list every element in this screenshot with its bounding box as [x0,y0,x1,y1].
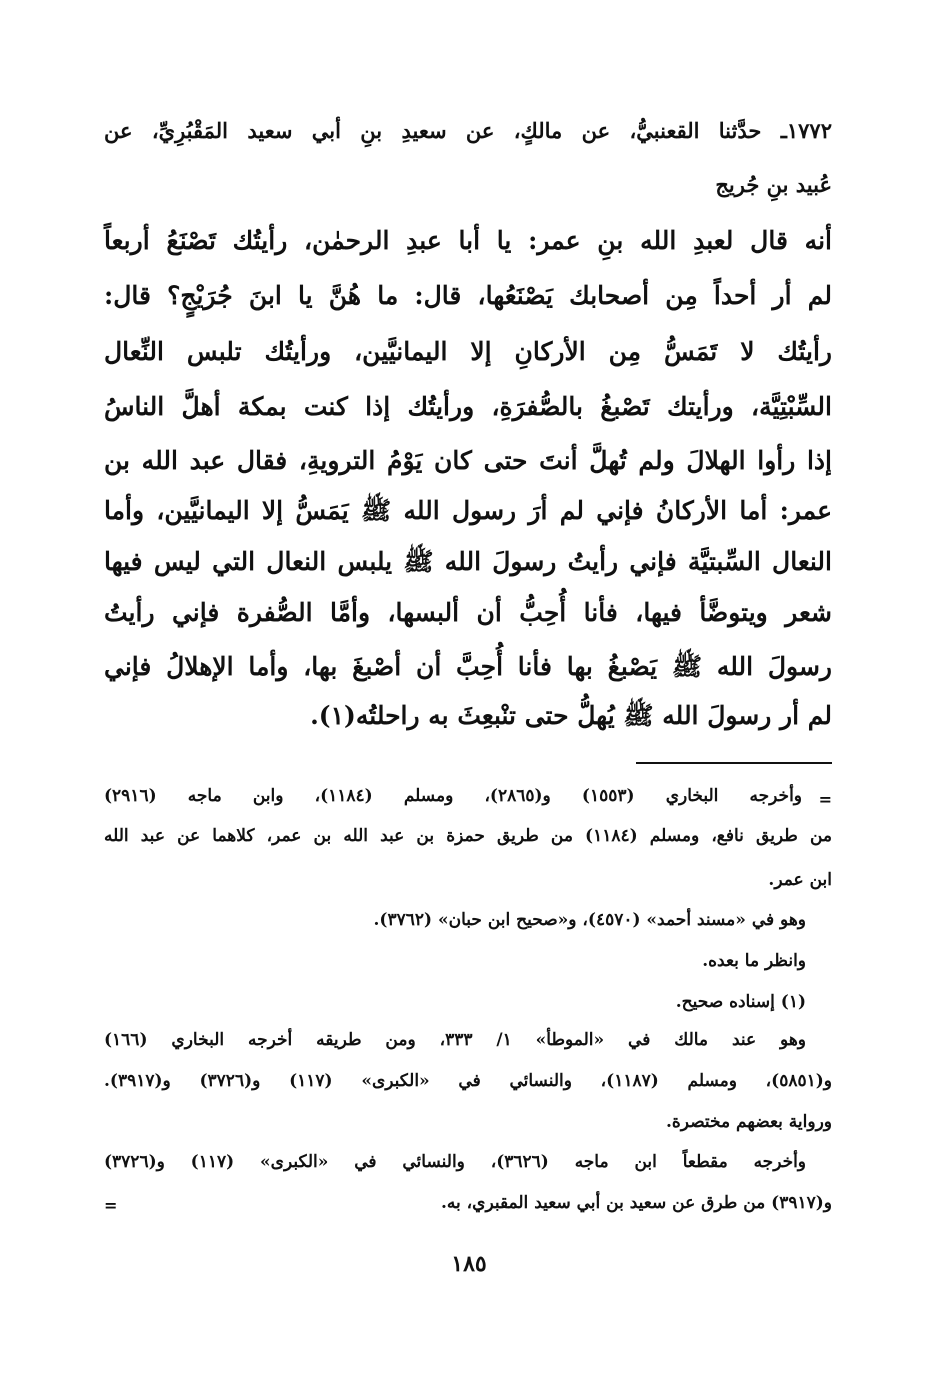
footnote-line-8: و(٥٨٥١)، ومسلم (١١٨٧)، والنسائي في «الكبرى» (١١٧) و(٣٧٢٦) و(٣٩١٧). [104,1071,833,1091]
hadith-matn-line-4: السِّبْتِيَّة، ورأيتك تَصْبغُ بالصُّفرَةِ، ورأيتُك إذا كنت بمكة أهلَّ الناسُ [104,392,832,421]
page-number: ١٨٥ [451,1251,487,1277]
trailing-continuation-mark: = [104,1196,118,1215]
footnote-line-6: (١) إسناده صحيح. [675,992,806,1012]
footnote-line-7: وهو عند مالك في «الموطأ» ١/ ٣٣٣، ومن طريقه أخرجه البخاري (١٦٦) [104,1030,807,1050]
hadith-matn-line-9: رسولَ الله ﷺ يَصْبغُ بها فأنا أُحِبَّ أن أصْبغَ بها، وأما الإهلالُ فإني [104,652,832,681]
hadith-matn-line-10: لم أر رسولَ الله ﷺ يُهلُّ حتى تنْبعِثَ به راحلتُه(١). [310,701,832,730]
footnote-line-2: من طريق نافع، ومسلم (١١٨٤) من طريق حمزة بن عبد الله بن عمر، كلاهما عن عبد الله [104,826,832,846]
footnote-line-3: ابن عمر. [768,870,832,890]
footnote-line-9: ورواية بعضهم مختصرة. [665,1112,832,1132]
footnote-line-11: و(٣٩١٧) من طرق عن سعيد بن أبي سعيد المقبري، به. [440,1193,832,1213]
footnote-separator [636,762,832,764]
footnote-line-4: وهو في «مسند أحمد» (٤٥٧٠)، و«صحيح ابن حبان» (٣٧٦٢). [373,910,806,930]
hadith-matn-line-3: رأيتُك لا تَمَسُّ مِن الأركانِ إلا اليمانيَّين، ورأيتُك تلبس النِّعال [104,337,832,366]
hadith-matn-line-2: لم أر أحداً مِن أصحابك يَصْنَعُها، قال: ما هُنَّ يا ابنَ جُرَيْجٍ؟ قال: [104,281,832,310]
footnote-line-1: وأخرجه البخاري (١٥٥٣) و(٢٨٦٥)، ومسلم (١١٨٤)، وابن ماجه (٢٩١٦) [104,786,802,806]
footnote-line-10: وأخرجه مقطعاً ابن ماجه (٣٦٢٦)، والنسائي في «الكبرى» (١١٧) و(٣٧٢٦) [104,1152,807,1172]
hadith-matn-line-8: شعر ويتوضَّأ فيها، فأنا أُحِبُّ أن ألبسها، وأمَّا الصُّفرة فإني رأيتُ [104,598,832,627]
hadith-matn-line-7: النعال السِّبتيَّة فإني رأيتُ رسولَ الله ﷺ يلبس النعال التي ليس فيها [104,547,832,576]
hadith-matn-line-1: أنه قال لعبدِ الله بنِ عمر: يا أبا عبدِ الرحمٰن، رأيتُك تَصْنَعُ أربعاً [104,226,832,255]
hadith-isnad-line-1: ١٧٧٢ـ حدَّثنا القعنبيُّ، عن مالكٍ، عن سعيدِ بنِ أبي سعيد المَقْبُرِيِّ، عن [104,118,832,143]
footnote-line-5: وانظر ما بعده. [702,951,806,971]
continuation-mark: = [818,790,832,809]
hadith-isnad-line-2: عُبيد بنِ جُريج [715,172,832,197]
hadith-matn-line-5: إذا رأوا الهلالَ ولم تُهلَّ أنتَ حتى كان يَوْمُ الترويةِ، فقال عبد الله بن [104,446,832,475]
hadith-matn-line-6: عمر: أما الأركانُ فإني لم أرَ رسول الله ﷺ يَمَسُّ إلا اليمانيَّين، وأما [104,496,832,525]
